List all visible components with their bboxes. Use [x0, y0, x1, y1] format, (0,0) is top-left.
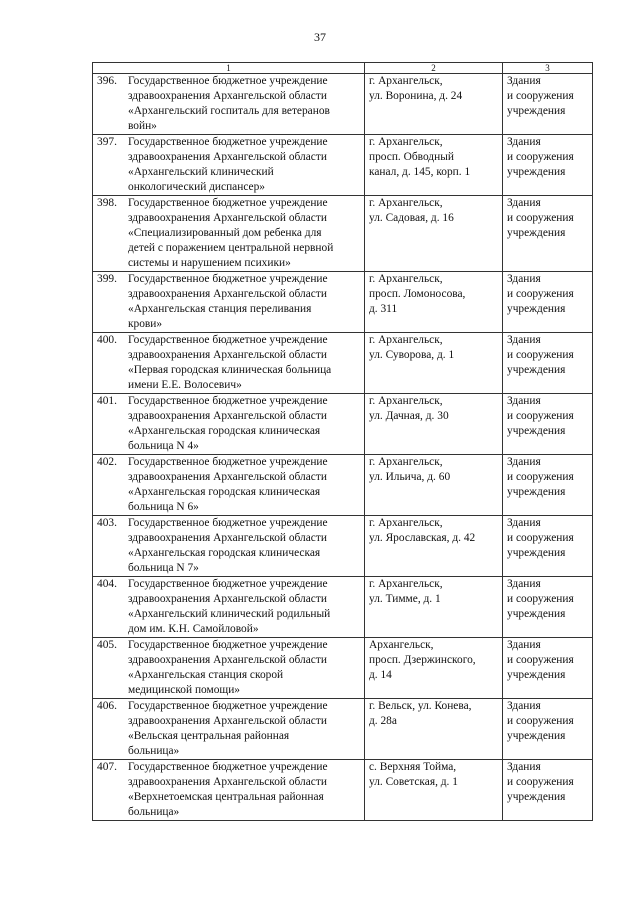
object-cell: Здания и сооружения учреждения [503, 699, 593, 760]
institution-name: Государственное бюджетное учреждение здравоохранения Архангельской области «Архангельская станция скорой медицинской помощи» [128, 639, 328, 696]
column-header-1: 1 [93, 63, 365, 74]
row-number: 403. [97, 517, 117, 529]
address-cell: г. Архангельск, ул. Воронина, д. 24 [365, 74, 503, 135]
institution-cell [93, 699, 365, 760]
institution-cell [93, 196, 365, 272]
table-row [93, 394, 593, 455]
row-number: 401. [97, 395, 117, 407]
address-cell: г. Архангельск, ул. Суворова, д. 1 [365, 333, 503, 394]
address-cell: г. Архангельск, ул. Ярославская, д. 42 [365, 516, 503, 577]
object-cell: Здания и сооружения учреждения [503, 272, 593, 333]
object-cell: Здания и сооружения учреждения [503, 516, 593, 577]
institution-name: Государственное бюджетное учреждение здравоохранения Архангельской области «Архангельский клинический родильный дом им. К.Н. Самойловой» [128, 578, 331, 635]
institution-name: Государственное бюджетное учреждение здравоохранения Архангельской области «Вельская центральная районная больница» [128, 700, 328, 757]
object-cell: Здания и сооружения учреждения [503, 394, 593, 455]
address-cell: г. Архангельск, просп. Ломоносова, д. 311 [365, 272, 503, 333]
institution-cell [93, 760, 365, 821]
object-cell: Здания и сооружения учреждения [503, 196, 593, 272]
table-row [93, 74, 593, 135]
institution-cell [93, 577, 365, 638]
object-cell: Здания и сооружения учреждения [503, 577, 593, 638]
row-number: 399. [97, 273, 117, 285]
institution-name: Государственное бюджетное учреждение здравоохранения Архангельской области «Архангельская станция переливания крови» [128, 273, 328, 330]
row-number: 396. [97, 75, 117, 87]
table-row [93, 699, 593, 760]
row-number: 398. [97, 197, 117, 209]
institution-name: Государственное бюджетное учреждение здравоохранения Архангельской области «Архангельская городская клиническая больница N 4» [128, 395, 328, 452]
address-cell: Архангельск, просп. Дзержинского, д. 14 [365, 638, 503, 699]
institution-name: Государственное бюджетное учреждение здравоохранения Архангельской области «Архангельская городская клиническая больница N 6» [128, 456, 328, 513]
address-cell: г. Архангельск, просп. Обводный канал, д. 145, корп. 1 [365, 135, 503, 196]
object-cell: Здания и сооружения учреждения [503, 74, 593, 135]
institutions-table [92, 62, 593, 821]
object-cell: Здания и сооружения учреждения [503, 333, 593, 394]
table-body [93, 74, 593, 821]
object-cell: Здания и сооружения учреждения [503, 455, 593, 516]
address-cell: г. Архангельск, ул. Ильича, д. 60 [365, 455, 503, 516]
institution-cell [93, 455, 365, 516]
table-row [93, 135, 593, 196]
row-number: 405. [97, 639, 117, 651]
table-row [93, 455, 593, 516]
table-header-row [93, 63, 593, 74]
institution-name: Государственное бюджетное учреждение здравоохранения Архангельской области «Архангельская городская клиническая больница N 7» [128, 517, 328, 574]
row-number: 406. [97, 700, 117, 712]
institution-cell [93, 74, 365, 135]
address-cell: г. Архангельск, ул. Тимме, д. 1 [365, 577, 503, 638]
institution-cell [93, 638, 365, 699]
row-number: 407. [97, 761, 117, 773]
institution-cell [93, 272, 365, 333]
page-number: 37 [314, 30, 326, 44]
institution-name: Государственное бюджетное учреждение здравоохранения Архангельской области «Первая городская клиническая больница имени Е.Е. Волосевич» [128, 334, 332, 391]
institution-cell [93, 135, 365, 196]
table-row [93, 196, 593, 272]
table-row [93, 760, 593, 821]
row-number: 400. [97, 334, 117, 346]
column-header-2: 2 [365, 63, 503, 74]
institution-name: Государственное бюджетное учреждение здравоохранения Архангельской области «Архангельский клинический онкологический диспансер» [128, 136, 328, 193]
table-row [93, 577, 593, 638]
address-cell: г. Архангельск, ул. Садовая, д. 16 [365, 196, 503, 272]
table-row [93, 272, 593, 333]
table-row [93, 333, 593, 394]
institution-cell [93, 516, 365, 577]
address-cell: г. Архангельск, ул. Дачная, д. 30 [365, 394, 503, 455]
address-cell: г. Вельск, ул. Конева, д. 28а [365, 699, 503, 760]
object-cell: Здания и сооружения учреждения [503, 760, 593, 821]
institution-name: Государственное бюджетное учреждение здравоохранения Архангельской области «Верхнетоемская центральная районная больница» [128, 761, 328, 818]
object-cell: Здания и сооружения учреждения [503, 135, 593, 196]
institution-cell [93, 394, 365, 455]
row-number: 404. [97, 578, 117, 590]
table-row [93, 516, 593, 577]
institution-name: Государственное бюджетное учреждение здравоохранения Архангельской области «Специализированный дом ребенка для детей с поражением центральной нервной системы и нарушением психики» [128, 197, 334, 269]
row-number: 402. [97, 456, 117, 468]
object-cell: Здания и сооружения учреждения [503, 638, 593, 699]
institution-cell [93, 333, 365, 394]
row-number: 397. [97, 136, 117, 148]
column-header-3: 3 [503, 63, 593, 74]
institution-name: Государственное бюджетное учреждение здравоохранения Архангельской области «Архангельский госпиталь для ветеранов войн» [128, 75, 330, 132]
address-cell: с. Верхняя Тойма, ул. Советская, д. 1 [365, 760, 503, 821]
table-row [93, 638, 593, 699]
